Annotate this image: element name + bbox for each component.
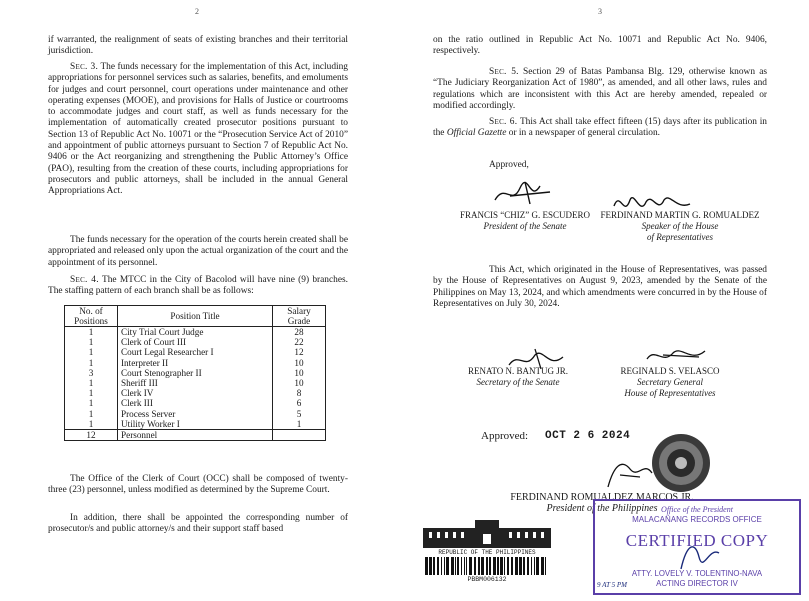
section-3-label: Sec. 3. [70, 62, 99, 72]
row-grade: 22 [273, 337, 326, 347]
total-count: 12 [65, 429, 118, 440]
president-name: FERDINAND ROMUALDEZ MARCOS JR. [510, 492, 694, 503]
row-grade: 6 [273, 398, 326, 408]
row-count: 1 [65, 409, 118, 419]
row-count: 1 [65, 398, 118, 408]
right-page [405, 0, 809, 601]
senate-secretary-block [453, 366, 583, 388]
row-grade: 12 [273, 347, 326, 357]
house-secgen-title-2: House of Representatives [624, 388, 716, 398]
approved-date-label: Approved: [481, 430, 529, 442]
row-position: Clerk IV [118, 388, 273, 398]
section-4-text: The MTCC in the City of Bacolod will have nine (9) branches. The staffing pattern of each branch shall be as follows: [48, 275, 348, 297]
section-5-paragraph [433, 67, 767, 112]
section-6-paragraph [433, 117, 767, 140]
section-5-text: Section 29 of Batas Pambansa Blg. 129, otherwise known as “The Judiciary Reorganization Act of 1980”, as amended, and all other laws, rules and regulations which are inconsistent with this Act are hereby amended, repealed or modified accordingly. [433, 67, 768, 111]
row-count: 1 [65, 358, 118, 368]
house-speaker-block [595, 210, 765, 243]
row-position: Clerk of Court III [118, 337, 273, 347]
table-row [65, 388, 326, 398]
row-grade: 1 [273, 419, 326, 430]
continuation-paragraph: on the ratio outlined in Republic Act No. 10071 and Republic Act No. 9406, respectively. [433, 35, 767, 57]
section-6-label: Sec. 6. [489, 117, 518, 127]
left-page [0, 0, 404, 601]
header-position-title: Position Title [118, 306, 273, 327]
row-grade: 10 [273, 378, 326, 388]
house-speaker-title-2: of Representatives [647, 232, 713, 242]
row-grade: 8 [273, 388, 326, 398]
stamp-office: Office of the President [661, 505, 733, 514]
official-gazette: Official Gazette [446, 128, 507, 139]
row-count: 1 [65, 337, 118, 347]
row-grade: 5 [273, 409, 326, 419]
addition-paragraph: In addition, there shall be appointed the corresponding number of prosecutor/s and public attorney/s and their support staff based [48, 513, 348, 535]
table-row [65, 398, 326, 408]
senate-president-name: FRANCIS “CHIZ” G. ESCUDERO [459, 210, 590, 220]
row-position: Process Server [118, 409, 273, 419]
row-count: 1 [65, 347, 118, 357]
header-salary-grade: Salary Grade [273, 306, 326, 327]
staffing-pattern-table [64, 305, 326, 441]
section-3-paragraph [48, 62, 348, 198]
section-3-text: The funds necessary for the implementation of this Act, including appropriations for personnel services such as salaries, benefits, and emoluments for judges and court personnel, court operations under maintenance and other operating expenses (MOOE), and provisions for Halls of Justice or courtrooms to accommodate judges and court staff, as well as funds necessary for the implementation of automatically created prosecutor positions pursuant to Section 13 of Republic Act No. 10071 or the “Prosecution Service Act of 2010” and appointment of public attorneys pursuant to Section 7 of Republic Act No. 9406 or the Act reorganizing and strengthening the Public Attorney’s Office (PAO), resulting from the creation of these courts, including appropriations for prosecutors and public attorneys, shall be included in the annual General Appropriations Act. [48, 62, 348, 197]
row-count: 1 [65, 378, 118, 388]
barcode-number: PBBM006132 [467, 576, 507, 583]
row-position: Clerk III [118, 398, 273, 408]
house-speaker-title-1: Speaker of the House [641, 221, 719, 231]
stamp-records-office: MALACAÑANG RECORDS OFFICE [632, 515, 762, 524]
table-row [65, 347, 326, 357]
barcode-caption: REPUBLIC OF THE PHILIPPINES [438, 549, 536, 556]
row-position: City Trial Court Judge [118, 327, 273, 338]
row-grade: 28 [273, 327, 326, 338]
row-count: 1 [65, 388, 118, 398]
total-label: Personnel [118, 429, 273, 440]
section-6-text-b: or in a newspaper of general circulation. [506, 128, 661, 139]
row-position: Sheriff III [118, 378, 273, 388]
stamp-handwritten-note: 9 AT 5 PM [597, 581, 628, 589]
page-number: 2 [195, 7, 199, 16]
page-number: 3 [598, 7, 602, 16]
president-signature [600, 455, 660, 495]
stamp-certified-copy: CERTIFIED COPY [625, 531, 769, 550]
origin-paragraph: This Act, which originated in the House of Representatives, was passed by the House of Representatives on August 9, 2023, amended by the Senate of the Philippines on May 13, 2024, and which amendments were concurred in by the House of Representatives on July 30, 2024. [433, 265, 767, 309]
table-header-row [65, 306, 326, 327]
row-position: Court Stenographer II [118, 368, 273, 378]
table-row [65, 368, 326, 378]
table-row [65, 327, 326, 338]
house-secgen-block [605, 366, 735, 399]
header-no-of-positions: No. of Positions [65, 306, 118, 327]
approved-label: Approved, [489, 160, 529, 170]
row-count: 1 [65, 327, 118, 338]
certified-copy-stamp [593, 499, 801, 595]
occ-paragraph: The Office of the Clerk of Court (OCC) shall be composed of twenty-three (23) personnel, unless modified as determined by the Supreme Court. [48, 474, 348, 496]
house-secgen-title-1: Secretary General [637, 377, 703, 387]
barcode-icon [425, 557, 549, 575]
total-grade [273, 429, 326, 440]
house-secgen-name: REGINALD S. VELASCO [620, 366, 720, 376]
senate-president-block [445, 210, 605, 232]
row-count: 3 [65, 368, 118, 378]
table-row [65, 358, 326, 368]
row-count: 1 [65, 419, 118, 430]
malacanang-building-icon [423, 520, 551, 548]
senate-president-signature [490, 178, 560, 210]
president-title: President of the Philippines [546, 503, 658, 514]
table-row [65, 419, 326, 430]
table-row [65, 378, 326, 388]
senate-secretary-title: Secretary of the Senate [476, 377, 560, 387]
table-row [65, 409, 326, 419]
section-5-label: Sec. 5. [489, 67, 519, 77]
section-4-label: Sec. 4. [70, 275, 99, 285]
stamp-officer-name: ATTY. LOVELY V. TOLENTINO-NAVA [631, 569, 763, 578]
house-speaker-name: FERDINAND MARTIN G. ROMUALDEZ [600, 210, 760, 220]
table-total-row [65, 429, 326, 440]
stamp-officer-position: ACTING DIRECTOR IV [656, 579, 738, 588]
row-position: Court Legal Researcher I [118, 347, 273, 357]
approved-date-stamp: OCT 2 6 2024 [545, 430, 631, 442]
funds-paragraph: The funds necessary for the operation of the courts herein created shall be appropriated and released only upon the actual organization of the court and the appointment of its personnel. [48, 235, 348, 268]
section-4-paragraph [48, 275, 348, 298]
row-grade: 10 [273, 358, 326, 368]
intro-paragraph: if warranted, the realignment of seats of existing branches and their territorial jurisdiction. [48, 35, 348, 57]
table-row [65, 337, 326, 347]
row-position: Utility Worker I [118, 419, 273, 430]
senate-president-title: President of the Senate [483, 221, 567, 231]
section-6-text-a: This Act shall take effect fifteen (15) days after its publication in the [433, 117, 767, 139]
row-position: Interpreter II [118, 358, 273, 368]
senate-secretary-name: RENATO N. BANTUG JR. [467, 366, 569, 376]
row-grade: 10 [273, 368, 326, 378]
